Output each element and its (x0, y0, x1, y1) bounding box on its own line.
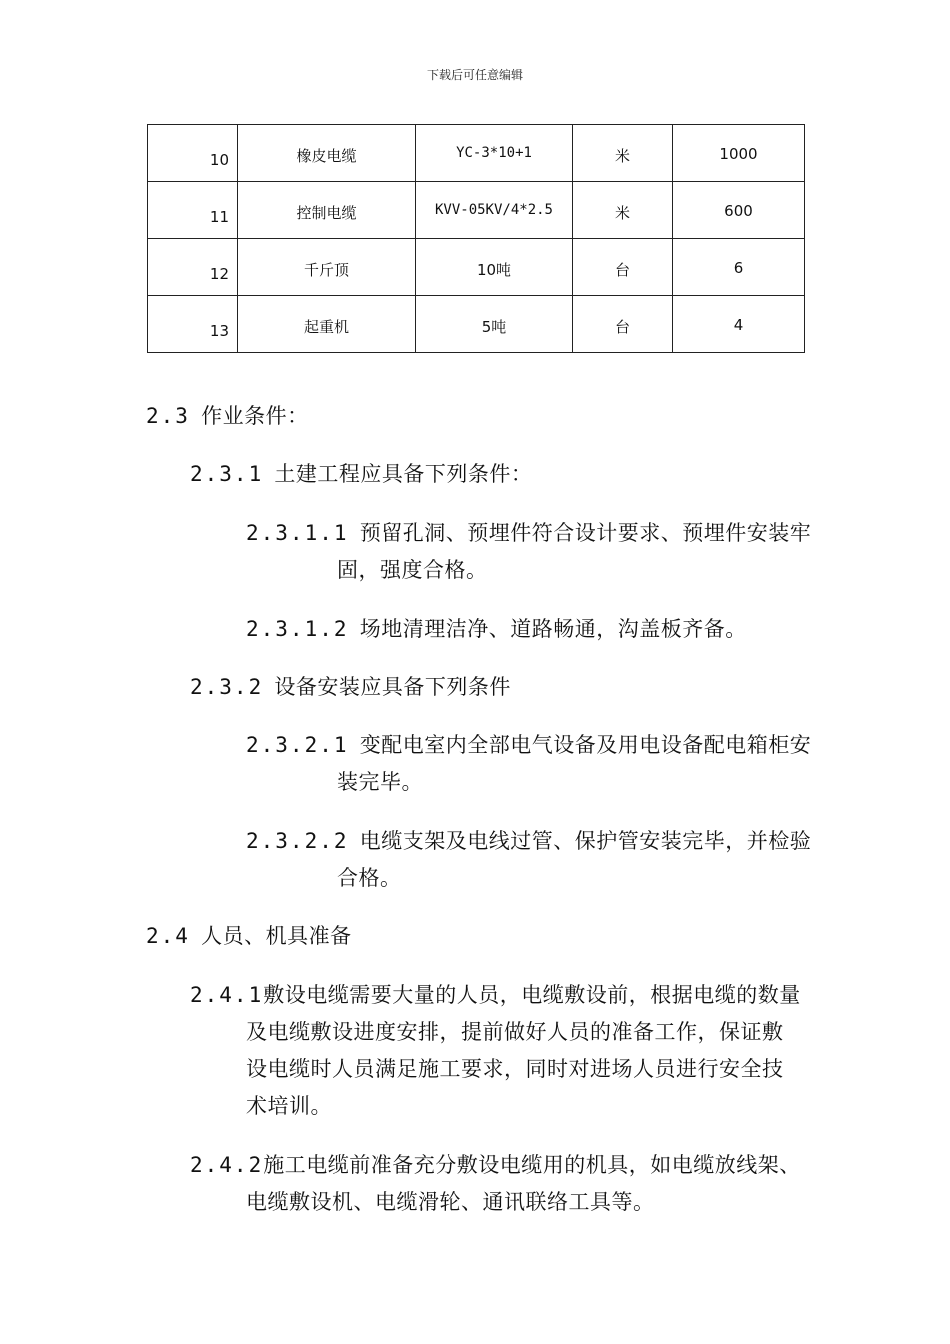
paragraph-line: 电缆敷设机、电缆滑轮、通讯联络工具等。 (246, 1190, 655, 1214)
section-title: 作业条件： (201, 404, 309, 428)
section-number: 2.4 (146, 924, 190, 948)
section-number: 2.3.2 (190, 675, 264, 699)
paragraph-line: 及电缆敷设进度安排，提前做好人员的准备工作，保证敷 (246, 1020, 784, 1044)
section-heading-2-3 (146, 398, 309, 435)
item-unit-cell: 台 (573, 296, 673, 353)
section-number: 2.3.1.2 (246, 617, 349, 641)
paragraph-line: 设电缆时人员满足施工要求，同时对进场人员进行安全技 (246, 1057, 784, 1081)
table-row (148, 296, 805, 353)
paragraph-line: 场地清理洁净、道路畅通，沟盖板齐备。 (359, 617, 747, 641)
section-heading-2-4 (146, 918, 352, 955)
item-name-cell: 控制电缆 (238, 182, 416, 239)
paragraph-2-3-2-1 (246, 727, 811, 764)
section-heading-2-3-1 (190, 456, 532, 493)
section-number: 2.4.2 (190, 1153, 264, 1177)
section-number: 2.3 (146, 404, 190, 428)
paragraph-line: 合格。 (337, 866, 402, 890)
paragraph-2-4-1-line2 (246, 1014, 784, 1051)
paragraph-2-3-1-2 (246, 611, 747, 648)
item-spec-cell: KVV-05KV/4*2.5 (416, 182, 573, 239)
item-quantity-cell: 600 (673, 182, 805, 239)
section-heading-2-3-2 (190, 669, 511, 706)
paragraph-2-3-2-2-continued (337, 860, 402, 897)
paragraph-line: 施工电缆前准备充分敷设电缆用的机具，如电缆放线架、 (263, 1153, 801, 1177)
row-number-cell: 11 (148, 182, 238, 239)
paragraph-2-4-1-line3 (246, 1051, 784, 1088)
paragraph-2-3-1-1 (246, 515, 811, 552)
page-header: 下载后可任意编辑 (426, 68, 523, 82)
section-number: 2.4.1 (190, 983, 264, 1007)
item-unit-cell: 米 (573, 182, 673, 239)
paragraph-2-4-2-line2 (246, 1184, 655, 1221)
paragraph-2-4-2 (190, 1147, 801, 1184)
table-row (148, 239, 805, 296)
item-quantity-cell: 4 (673, 296, 805, 353)
item-quantity-cell: 1000 (673, 125, 805, 182)
paragraph-2-3-2-2 (246, 823, 811, 860)
item-spec-cell: 5吨 (416, 296, 573, 353)
paragraph-2-4-1 (190, 977, 801, 1014)
table-row (148, 125, 805, 182)
section-title: 土建工程应具备下列条件： (274, 462, 533, 486)
item-unit-cell: 米 (573, 125, 673, 182)
row-number-cell: 13 (148, 296, 238, 353)
section-number: 2.3.1 (190, 462, 264, 486)
item-spec-cell: YC-3*10+1 (416, 125, 573, 182)
item-name-cell: 橡皮电缆 (238, 125, 416, 182)
item-name-cell: 起重机 (238, 296, 416, 353)
section-title: 设备安装应具备下列条件 (274, 675, 511, 699)
paragraph-line: 变配电室内全部电气设备及用电设备配电箱柜安 (359, 733, 812, 757)
paragraph-2-3-1-1-continued (337, 552, 488, 589)
paragraph-line: 固，强度合格。 (337, 558, 488, 582)
paragraph-line: 预留孔洞、预埋件符合设计要求、预埋件安装牢 (359, 521, 812, 545)
item-spec-cell: 10吨 (416, 239, 573, 296)
equipment-table (147, 124, 805, 353)
section-number: 2.3.1.1 (246, 521, 349, 545)
paragraph-line: 电缆支架及电线过管、保护管安装完毕，并检验 (359, 829, 812, 853)
item-quantity-cell: 6 (673, 239, 805, 296)
row-number-cell: 10 (148, 125, 238, 182)
paragraph-line: 敷设电缆需要大量的人员，电缆敷设前，根据电缆的数量 (263, 983, 801, 1007)
paragraph-2-3-2-1-continued (337, 764, 423, 801)
section-number: 2.3.2.2 (246, 829, 349, 853)
row-number-cell: 12 (148, 239, 238, 296)
paragraph-2-4-1-line4 (246, 1088, 332, 1125)
item-name-cell: 千斤顶 (238, 239, 416, 296)
section-number: 2.3.2.1 (246, 733, 349, 757)
paragraph-line: 装完毕。 (337, 770, 423, 794)
section-title: 人员、机具准备 (201, 924, 352, 948)
table-row (148, 182, 805, 239)
item-unit-cell: 台 (573, 239, 673, 296)
paragraph-line: 术培训。 (246, 1094, 332, 1118)
